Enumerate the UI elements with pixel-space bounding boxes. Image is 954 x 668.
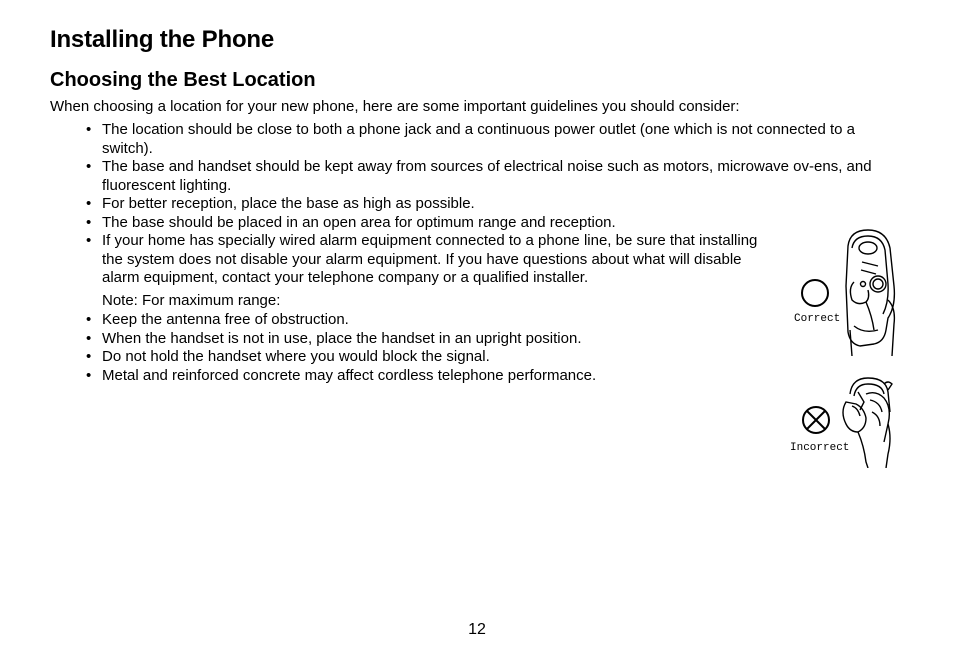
section-title: Choosing the Best Location (50, 69, 316, 91)
list-item: • The base and handset should be kept away from sources of electrical noise such as motors, microwave ov-ens, and fluorescent lighting. (84, 158, 908, 195)
page-title: Installing the Phone (50, 26, 275, 53)
guidelines-list (84, 121, 906, 232)
range-note: Note: For maximum range: (102, 292, 281, 309)
range-list (84, 311, 774, 385)
alarm-list (84, 232, 774, 288)
list-item: • Do not hold the handset where you would block the signal. (84, 348, 774, 367)
incorrect-label: Incorrect (790, 442, 850, 454)
correct-label: Correct (794, 313, 841, 325)
list-item: • If your home has specially wired alarm equipment connected to a phone line, be sure that installing the system does not disable your alarm equipment. If you have questions about what will disable alarm equipment, contact your telephone company or a qualified installer. (84, 232, 774, 288)
list-item: • The location should be close to both a phone jack and a continuous power outlet (one which is not connected to a switch). (84, 121, 908, 158)
cross-circle-icon (803, 407, 829, 433)
list-item: • When the handset is not in use, place the handset in an upright position. (84, 330, 774, 349)
list-item: • Keep the antenna free of obstruction. (84, 311, 774, 330)
list-item: • Metal and reinforced concrete may affect cordless telephone performance. (84, 367, 774, 386)
incorrect-position-figure (788, 372, 908, 468)
list-item: • For better reception, place the base as high as possible. (84, 195, 906, 214)
circle-icon (802, 280, 828, 306)
handset-upright-illustration (788, 226, 908, 356)
list-item: • The base should be placed in an open area for optimum range and reception. (84, 214, 906, 233)
intro-paragraph: When choosing a location for your new phone, here are some important guidelines you should consider: (50, 98, 740, 115)
correct-position-figure (788, 226, 908, 356)
page-number: 12 (468, 621, 486, 638)
